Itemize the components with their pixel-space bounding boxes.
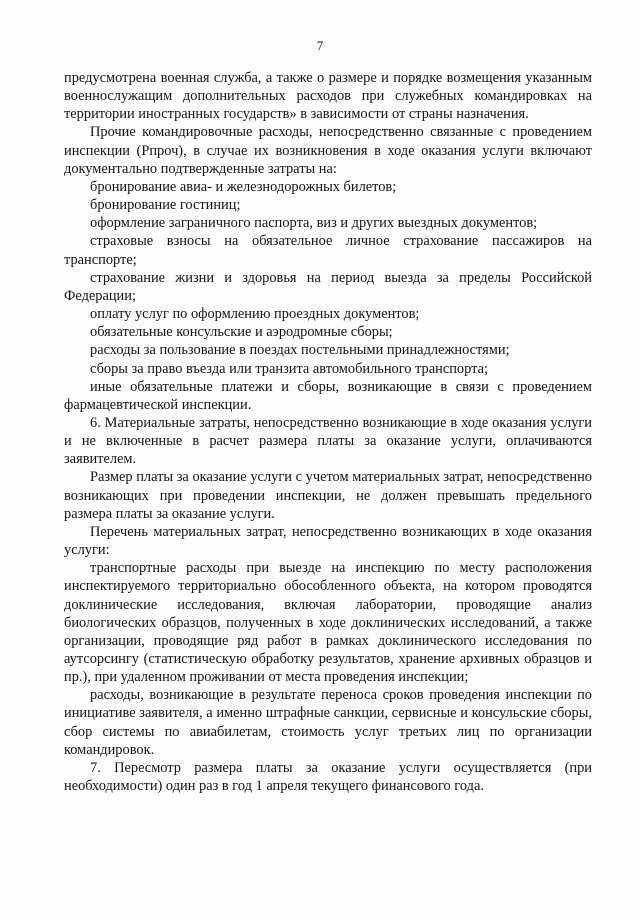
list-item-ticket-booking: бронирование авиа- и железнодорожных билетов; — [90, 178, 397, 195]
list-item-rescheduling-costs: расходы, возникающие в результате переноса сроков проведения инспекции по инициативе заявителя, а именно штрафные санкции, сервисные и консульские сборы, сбор системы по авиабилетам, стоимость услуг третьих лиц по организации командировок. — [64, 687, 592, 758]
paragraph-material-costs-list: Перечень материальных затрат, непосредственно возникающих в ходе оказания услуги: — [64, 523, 592, 559]
list-item-life-insurance: страхование жизни и здоровья на период выезда за пределы Российской Федерации; — [64, 269, 592, 304]
list-item-passport-visa: оформление заграничного паспорта, виз и других выездных документов; — [90, 215, 538, 232]
page-number: 7 — [316, 38, 324, 53]
list-item-other-payments: иные обязательные платежи и сборы, возникающие в связи с проведением фармацевтической инспекции. — [64, 378, 592, 413]
paragraph-section-7: 7. Пересмотр размера платы за оказание услуги осуществляется (при необходимости) один раз в год 1 апреля текущего финансового года. — [64, 759, 592, 795]
paragraph-section-6: 6. Материальные затраты, непосредственно возникающие в ходе оказания услуги и не включенные в расчет размера платы за оказание услуги, оплачиваются заявителем. — [64, 414, 592, 468]
list-item-hotel-booking: бронирование гостиниц; — [90, 197, 241, 214]
list-item-travel-documents: оплату услуг по оформлению проездных документов; — [90, 306, 420, 323]
list-item-transport-costs: транспортные расходы при выезде на инспекцию по месту расположения инспектируемого территориально обособленного объекта, на котором проводятся доклинические исследования, включая лаборатории, проводящие анализ биологических образцов, полученных в ходе доклинических исследований, а также организации, проводящие ряд работ в рамках доклинического исследования по аутсорсингу (статистическую обработку результатов, хранение архивных образцов и пр.), при удаленном проживании от места проведения инспекции; — [64, 560, 592, 686]
list-item-bedding-fees: расходы за пользование в поездах постельными принадлежностями; — [90, 342, 510, 359]
paragraph-continuation: предусмотрена военная служба, а также о размере и порядке возмещения указанным военнослужащим дополнительных расходов при служебных командировках на территории иностранных государств» в зависимости от страны назначения. — [64, 70, 592, 123]
list-item-passenger-insurance: страховые взносы на обязательное личное страхование пассажиров на транспорте; — [64, 233, 592, 268]
list-item-consular-fees: обязательные консульские и аэродромные сборы; — [90, 324, 393, 341]
list-item-entry-transit-fees: сборы за право въезда или транзита автомобильного транспорта; — [90, 360, 488, 377]
paragraph-fee-limit: Размер платы за оказание услуги с учетом материальных затрат, непосредственно возникающих при проведении инспекции, не должен превышать предельного размера платы за оказание услуги. — [64, 469, 592, 522]
paragraph-other-travel-expenses: Прочие командировочные расходы, непосредственно связанные с проведением инспекции (Рпроч), в случае их возникновения в ходе оказания услуги включают документально подтвержденные затраты на: — [64, 124, 592, 177]
document-body — [64, 69, 592, 795]
